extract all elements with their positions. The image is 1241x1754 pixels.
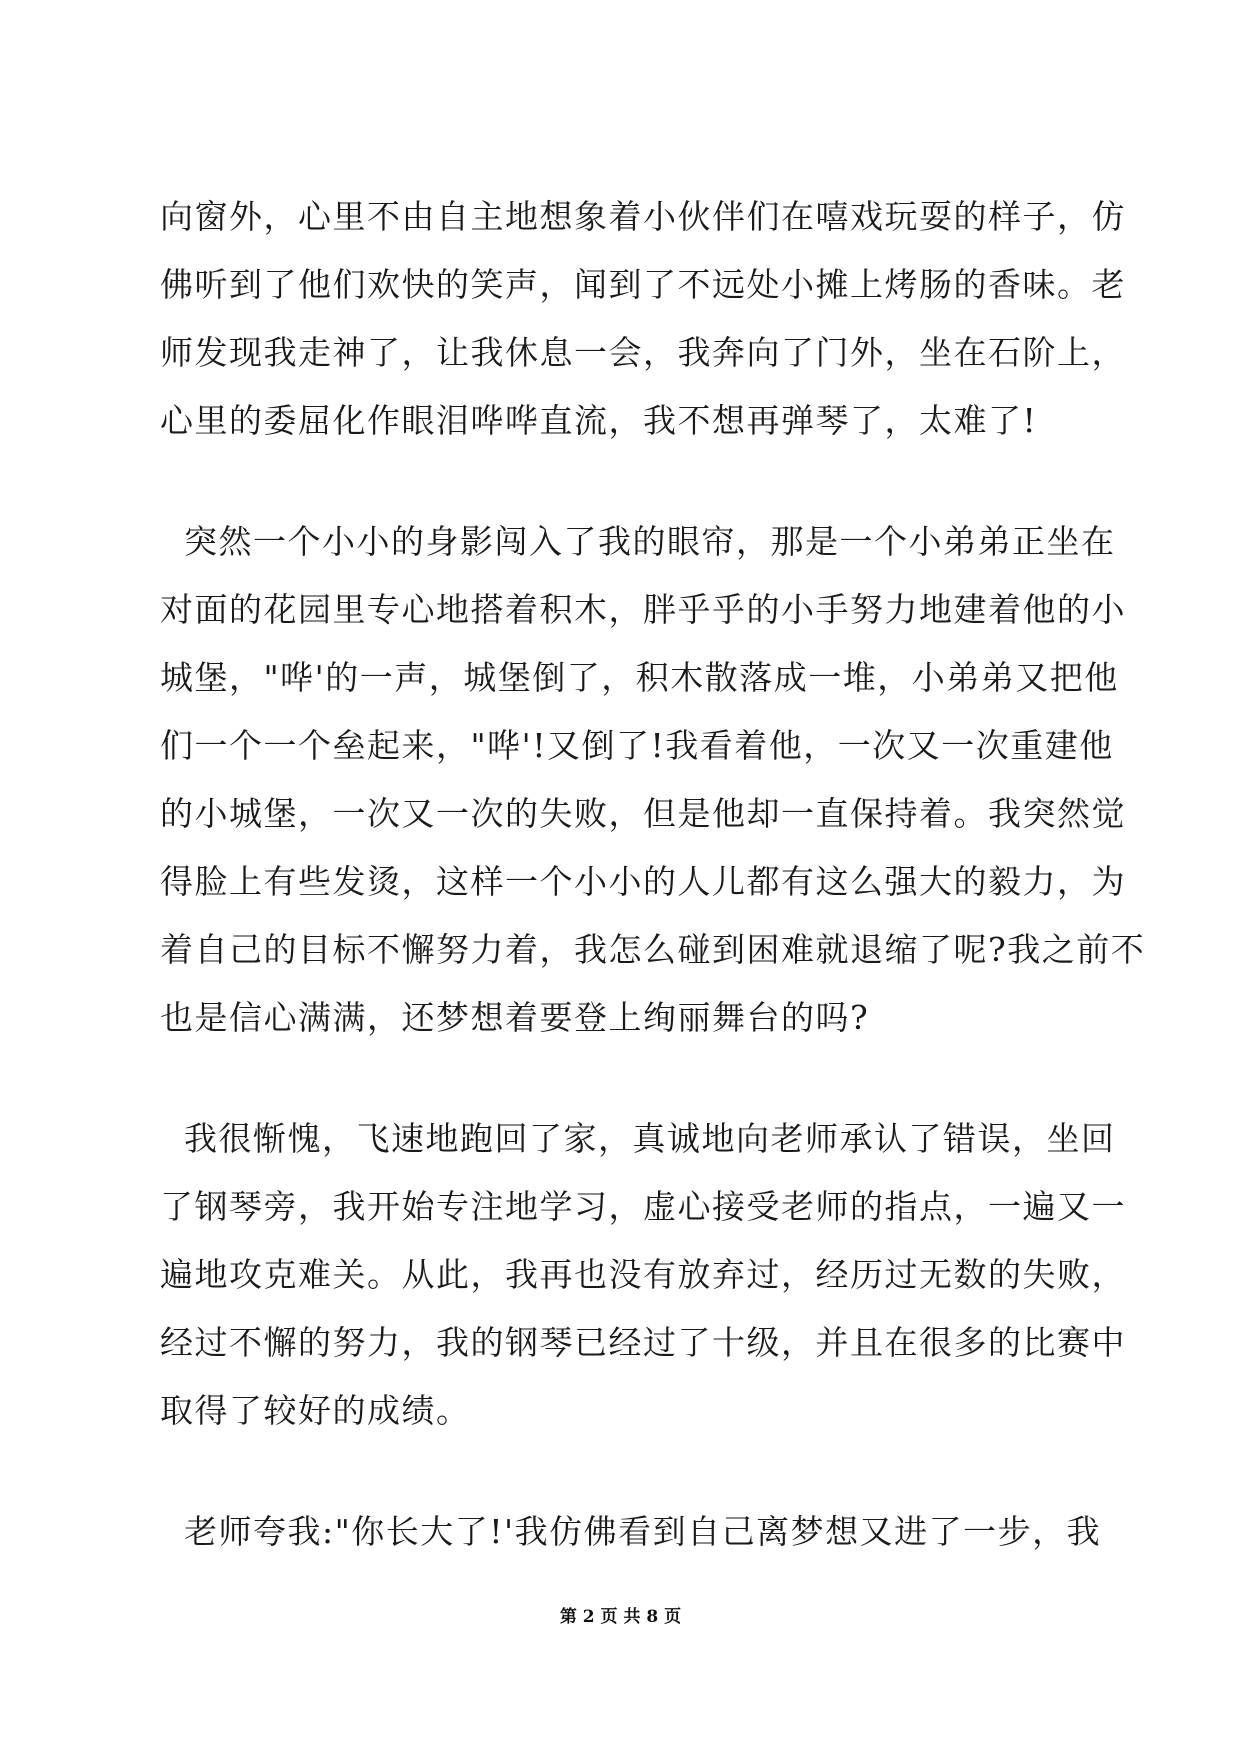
paragraph <box>160 508 1146 1052</box>
text-line: 师发现我走神了，让我休息一会，我奔向了门外，坐在石阶上， <box>160 333 1126 372</box>
text-line: 得脸上有些发烫，这样一个小小的人儿都有这么强大的毅力，为 <box>160 862 1126 901</box>
text-line: 我很惭愧，飞速地跑回了家，真诚地向老师承认了错误，坐回 <box>160 1119 1116 1158</box>
text-line: 经过不懈的努力，我的钢琴已经过了十级，并且在很多的比赛中 <box>160 1323 1126 1362</box>
text-line: 们一个一个垒起来，"哗'!又倒了!我看着他，一次又一次重建他 <box>160 726 1114 765</box>
paragraph <box>160 1105 1126 1445</box>
body-text <box>160 183 1146 1566</box>
text-line: 取得了较好的成绩。 <box>160 1391 471 1430</box>
text-line: 也是信心满满，还梦想着要登上绚丽舞台的吗? <box>160 998 870 1037</box>
paragraph-gap <box>160 1052 1090 1105</box>
text-line: 心里的委屈化作眼泪哗哗直流，我不想再弹琴了，太难了! <box>160 401 1038 440</box>
paragraph-gap <box>160 455 1090 508</box>
page-number-footer: 第 2 页 共 8 页 <box>559 1607 682 1627</box>
text-line: 城堡，"哗'的一声，城堡倒了，积木散落成一堆，小弟弟又把他 <box>160 658 1119 697</box>
text-line: 老师夸我:"你长大了!'我仿佛看到自己离梦想又进了一步，我 <box>160 1512 1102 1551</box>
text-line: 对面的花园里专心地搭着积木，胖乎乎的小手努力地建着他的小 <box>160 590 1126 629</box>
text-line: 了钢琴旁，我开始专注地学习，虚心接受老师的指点，一遍又一 <box>160 1187 1126 1226</box>
text-line: 向窗外，心里不由自主地想象着小伙伴们在嘻戏玩耍的样子，仿 <box>160 197 1126 236</box>
text-line: 的小城堡，一次又一次的失败，但是他却一直保持着。我突然觉 <box>160 794 1126 833</box>
paragraph <box>160 1498 1102 1566</box>
text-line: 遍地攻克难关。从此，我再也没有放弃过，经历过无数的失败， <box>160 1255 1126 1294</box>
text-line: 佛听到了他们欢快的笑声，闻到了不远处小摊上烤肠的香味。老 <box>160 265 1126 304</box>
paragraph-gap <box>160 1445 1090 1498</box>
paragraph <box>160 183 1126 455</box>
text-line: 突然一个小小的身影闯入了我的眼帘，那是一个小弟弟正坐在 <box>160 522 1116 561</box>
text-line: 着自己的目标不懈努力着，我怎么碰到困难就退缩了呢?我之前不 <box>160 930 1146 969</box>
